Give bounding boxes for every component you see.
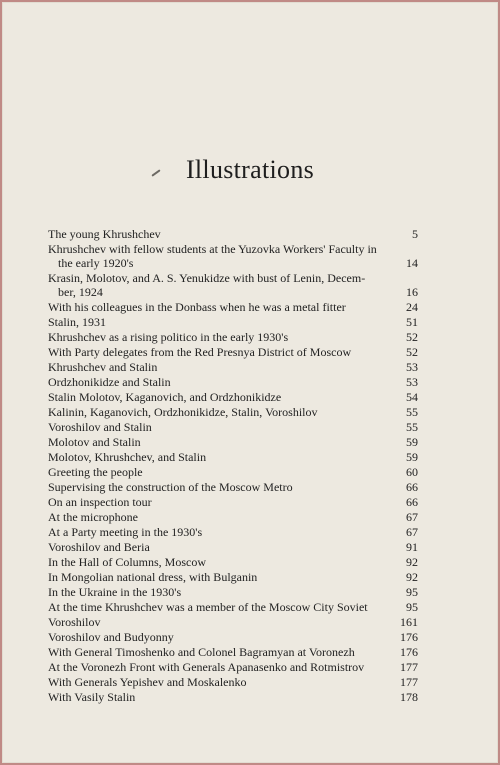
illustration-caption <box>48 585 390 599</box>
illustration-caption <box>48 465 390 479</box>
caption-line: In Mongolian national dress, with Bulganin <box>48 570 258 584</box>
page-number: 59 <box>406 450 418 464</box>
caption-line: The young Khrushchev <box>48 227 161 241</box>
page-number: 54 <box>406 390 418 404</box>
illustration-caption <box>48 600 390 614</box>
page-number: 92 <box>406 570 418 584</box>
caption-line: Ordzhonikidze and Stalin <box>48 375 171 389</box>
page-number: 161 <box>400 615 418 629</box>
caption-line: At a Party meeting in the 1930's <box>48 525 203 539</box>
illustration-caption <box>48 540 390 554</box>
illustration-caption <box>48 570 390 584</box>
list-item <box>48 405 418 419</box>
page-number: 55 <box>406 405 418 419</box>
list-item <box>48 645 418 659</box>
page-number: 67 <box>406 525 418 539</box>
page-number: 66 <box>406 495 418 509</box>
list-item <box>48 540 418 554</box>
illustration-caption <box>48 525 390 539</box>
illustration-caption <box>48 360 390 374</box>
page-number: 53 <box>406 375 418 389</box>
caption-line: Khrushchev and Stalin <box>48 360 158 374</box>
page-number: 176 <box>400 630 418 644</box>
page-number: 177 <box>400 660 418 674</box>
list-item <box>48 495 418 509</box>
page-number: 52 <box>406 330 418 344</box>
page-number: 92 <box>406 555 418 569</box>
caption-line: With his colleagues in the Donbass when he was a metal fitter <box>48 300 346 314</box>
illustration-caption <box>48 271 390 299</box>
page-number: 59 <box>406 435 418 449</box>
list-item <box>48 375 418 389</box>
illustration-caption <box>48 315 390 329</box>
page-number: 91 <box>406 540 418 554</box>
illustration-caption <box>48 375 390 389</box>
caption-line: Kalinin, Kaganovich, Ordzhonikidze, Stalin, Voroshilov <box>48 405 318 419</box>
caption-line: At the Voronezh Front with Generals Apanasenko and Rotmistrov <box>48 660 365 674</box>
illustration-caption <box>48 435 390 449</box>
illustration-caption <box>48 510 390 524</box>
page-number: 55 <box>406 420 418 434</box>
caption-line: Molotov and Stalin <box>48 435 141 449</box>
illustration-caption <box>48 675 390 689</box>
illustration-caption <box>48 300 390 314</box>
list-item <box>48 660 418 674</box>
caption-line: At the time Khrushchev was a member of the Moscow City Soviet <box>48 600 368 614</box>
caption-line: With Vasily Stalin <box>48 690 136 704</box>
list-item <box>48 330 418 344</box>
caption-line: Voroshilov and Budyonny <box>48 630 174 644</box>
illustration-caption <box>48 420 390 434</box>
illustration-caption <box>48 330 390 344</box>
caption-continuation: ber, 1924 <box>58 285 103 299</box>
page-number: 95 <box>406 585 418 599</box>
caption-line: With Generals Yepishev and Moskalenko <box>48 675 247 689</box>
page-number: 176 <box>400 645 418 659</box>
page-number: 66 <box>406 480 418 494</box>
illustration-caption <box>48 345 390 359</box>
page-number: 14 <box>406 256 418 270</box>
caption-line: In the Hall of Columns, Moscow <box>48 555 206 569</box>
list-item <box>48 360 418 374</box>
illustrations-list <box>48 227 418 705</box>
illustration-caption <box>48 480 390 494</box>
list-item <box>48 435 418 449</box>
list-item <box>48 585 418 599</box>
caption-line: Voroshilov and Stalin <box>48 420 152 434</box>
page-number: 52 <box>406 345 418 359</box>
caption-line: Greeting the people <box>48 465 143 479</box>
page-number: 95 <box>406 600 418 614</box>
caption-line: Khrushchev with fellow students at the Yuzovka Workers' Faculty in <box>48 242 377 256</box>
list-item <box>48 227 418 241</box>
illustration-caption <box>48 690 390 704</box>
list-item <box>48 271 418 299</box>
caption-line: Supervising the construction of the Moscow Metro <box>48 480 293 494</box>
list-item <box>48 600 418 614</box>
page-number: 51 <box>406 315 418 329</box>
illustration-caption <box>48 227 390 241</box>
list-item <box>48 242 418 270</box>
list-item <box>48 300 418 314</box>
list-item <box>48 510 418 524</box>
caption-continuation: the early 1920's <box>58 256 134 270</box>
illustration-caption <box>48 555 390 569</box>
caption-line: Krasin, Molotov, and A. S. Yenukidze with bust of Lenin, Decem- <box>48 271 366 285</box>
list-item <box>48 465 418 479</box>
page-number: 60 <box>406 465 418 479</box>
list-item <box>48 555 418 569</box>
list-item <box>48 675 418 689</box>
page-title: Illustrations <box>185 155 315 184</box>
list-item <box>48 420 418 434</box>
page-number: 24 <box>406 300 418 314</box>
illustration-caption <box>48 495 390 509</box>
page-number: 67 <box>406 510 418 524</box>
caption-line: Stalin, 1931 <box>48 315 107 329</box>
list-item <box>48 525 418 539</box>
illustration-caption <box>48 390 390 404</box>
list-item <box>48 390 418 404</box>
caption-line: With Party delegates from the Red Presnya District of Moscow <box>48 345 352 359</box>
illustration-caption <box>48 630 390 644</box>
page-number: 16 <box>406 285 418 299</box>
caption-line: Molotov, Khrushchev, and Stalin <box>48 450 207 464</box>
list-item <box>48 630 418 644</box>
list-item <box>48 450 418 464</box>
illustration-caption <box>48 660 390 674</box>
caption-line: With General Timoshenko and Colonel Bagramyan at Voronezh <box>48 645 355 659</box>
list-item <box>48 315 418 329</box>
page-number: 178 <box>400 690 418 704</box>
illustration-caption <box>48 242 390 270</box>
illustration-caption <box>48 615 390 629</box>
list-item <box>48 480 418 494</box>
page-number: 5 <box>412 227 418 241</box>
page-number: 177 <box>400 675 418 689</box>
caption-line: On an inspection tour <box>48 495 152 509</box>
caption-line: Khrushchev as a rising politico in the early 1930's <box>48 330 289 344</box>
illustration-caption <box>48 405 390 419</box>
caption-line: Voroshilov and Beria <box>48 540 150 554</box>
caption-line: Stalin Molotov, Kaganovich, and Ordzhonikidze <box>48 390 282 404</box>
illustration-caption <box>48 645 390 659</box>
caption-line: Voroshilov <box>48 615 101 629</box>
list-item <box>48 690 418 704</box>
caption-line: In the Ukraine in the 1930's <box>48 585 182 599</box>
caption-line: At the microphone <box>48 510 138 524</box>
list-item <box>48 615 418 629</box>
illustration-caption <box>48 450 390 464</box>
page-number: 53 <box>406 360 418 374</box>
list-item <box>48 345 418 359</box>
book-page <box>2 2 498 763</box>
list-item <box>48 570 418 584</box>
